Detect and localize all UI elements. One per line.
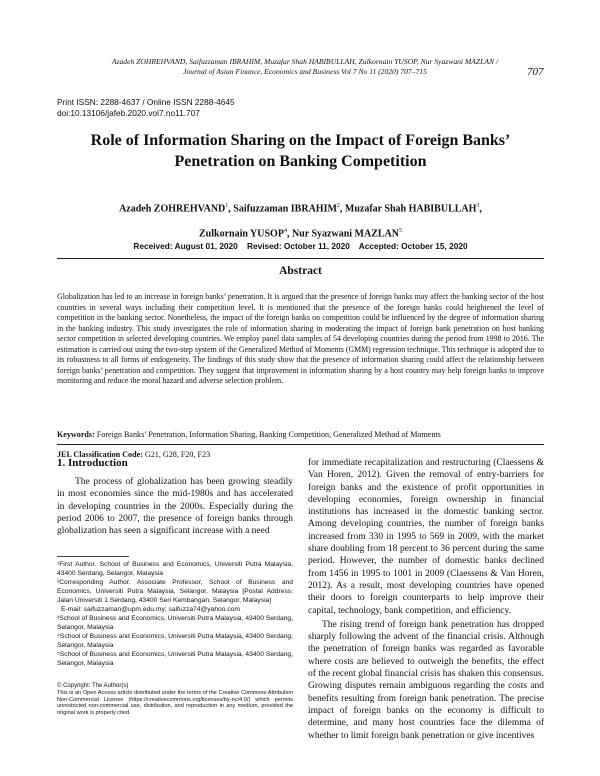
author-affiliation-mark: 3: [476, 203, 480, 209]
footnote-divider: [57, 556, 129, 557]
author-affiliation-mark: 2: [336, 203, 340, 209]
abstract-heading: Abstract: [279, 265, 322, 277]
footnote-3: ³School of Business and Economics, Universiti Putra Malaysia, 43400 Serdang, Selangor, Malaysia: [57, 615, 293, 631]
footnote-2: ²Corresponding Author. Associate Professor, School of Business and Economics, Universiti Putra Malaysia, Selangor, Malaysia [Postal Address: Jalan Universiti 1 Serdang, 43400 Seri Kembangan, Selangor, Malaysia]: [57, 579, 293, 604]
intro-paragraph-left: The process of globalization has been growing steadily in most economies since the mid-1980s and has accelerated in developing countries in the 2000s. Especially during the period 2006 to 2007, the presence of foreign banks through globalization has seen a significant increase with a need: [57, 477, 293, 537]
page-number: 707: [527, 66, 544, 78]
intro-paragraph-right-1: for immediate recapitalization and restructuring (Claessens & Van Horen, 2012). Given the removal of entry-barriers for foreign banks and the existence of profit opportunities in developing economies, foreign ownership in financial institutions has increased in the domestic banking sector. Among developing countries, the number of foreign banks increased from 330 in 1995 to 569 in 2009, with the market share doubling from 18 percent to 36 percent during the same period. However, the number of domestic banks declined from 1456 in 1995 to 1001 in 2009 (Claessens & Van Horen, 2012). As a result, most developing countries have opened their doors to foreign counterparts to help improve their capital, technology, bank competition, and efficiency.: [308, 458, 544, 616]
abstract-text: Globalization has led to an increase in foreign banks’ penetration. It is argued that the presence of foreign banks may affect the banking sector of the host countries in several ways including their competition level. It is mentioned that the presence of the foreign banks could heightened the level of competition in the banking sector. Nonetheless, the impact of the foreign banks on competition could be influenced by the degree of information sharing in the banking industry. This study investigates the role of information sharing in moderating the impact of foreign bank penetration on host banking sector competition in selected developing countries. We employ panel data samples of 54 developing countries during the period from 1998 to 2016. The estimation is carried out using the two-step system of the Generalized Method of Moments (GMM) regression technique. This technique is adopted due to its robustness to all forms of endogeneity. The findings of this study show that the presence of information sharing could affect the relationship between foreign banks’ penetration and competition. They suggest that improvement in information sharing by a host country may help foreign banks to improve monitoring and reduce the moral hazard and adverse selection problem.: [57, 292, 544, 385]
keywords: [57, 430, 544, 439]
footnotes: [57, 560, 293, 668]
license-text: This is an Open Access article distributed under the terms of the Creative Commons Attribution Non-Commercial License (https://creativecommons.org/licenses/by-nc/4.0/) which permits unrestricted non-commercial use, distribution, and reproduction in any medium, provided the original work is properly cited.: [57, 690, 293, 716]
footnote-2-email: E-mail: saifuzzaman@upm.edu.my; saifuzza74@yahoo.com: [61, 606, 240, 613]
author-separator: ,: [479, 203, 482, 215]
footnote-5: ⁵School of Business and Economics, Universiti Putra Malaysia, 43400 Serdang, Selangor, Malaysia: [57, 651, 293, 667]
jel-text: G21, G28, F20, F23: [142, 450, 211, 459]
intro-column-right: [308, 457, 544, 742]
author-name: Nur Syazwani MAZLAN: [291, 228, 399, 240]
doi-line: doi:10.13106/jafeb.2020.vol7.no11.707: [57, 108, 200, 118]
author-affiliation-mark: 4: [283, 228, 287, 235]
divider-top: [57, 258, 544, 259]
section-heading-introduction: 1. Introduction: [57, 457, 128, 469]
copyright-line: © Copyright: The Author(s): [57, 683, 129, 689]
author-line-1: [57, 195, 544, 220]
divider-bottom: [57, 444, 544, 445]
copyright-notice: [57, 682, 293, 716]
issn-block: [57, 97, 235, 119]
intro-paragraph-right-2: The rising trend of foreign bank penetration has dropped sharply following the advent of the financial crisis. Although the penetration of foreign banks was regarded as favorable where costs are believed to outweigh the benefits, the effect of the recent global financial crisis has shaken this consensus. Growing disputes remain ambiguous regarding the costs and benefits resulting from foreign bank penetration. The precise impact of foreign banks on the economy is difficult to determine, and many host countries face the dilemma of whether to limit foreign bank penetration or give incentives: [308, 619, 544, 741]
author-separator: ,: [228, 203, 234, 215]
author-affiliation-mark: 5: [398, 228, 402, 235]
running-header: [60, 57, 550, 77]
keywords-text: Foreign Banks’ Penetration, Information Sharing, Banking Competition, Generalized Method of Moments: [94, 430, 441, 439]
submission-dates: Received: August 01, 2020 Revised: October 11, 2020 Accepted: October 15, 2020: [133, 241, 468, 251]
footnote-1: ¹First Author. School of Business and Economics, Universiti Putra Malaysia, 43400 Serdang, Selangor, Malaysia: [57, 561, 293, 577]
running-authors: Azadeh ZOHREHVAND, Saifuzzaman IBRAHIM, Muzafar Shah HABIBULLAH, Zulkornain YUSOP, Nur Syazwani MAZLAN /: [111, 57, 499, 66]
footnote-4: ⁴School of Business and Economics, Universiti Putra Malaysia, 43400 Serdang, Selangor, Malaysia: [57, 633, 293, 649]
author-name: Muzafar Shah HABIBULLAH: [344, 203, 477, 215]
author-separator: ,: [286, 228, 292, 240]
keywords-label: Keywords:: [57, 430, 95, 439]
author-name: Saifuzzaman IBRAHIM: [233, 203, 337, 215]
author-list: [57, 195, 544, 246]
author-name: Zulkornain YUSOP: [199, 228, 284, 240]
author-separator: ,: [339, 203, 345, 215]
paper-title: [57, 130, 544, 172]
author-affiliation-mark: 1: [225, 203, 229, 209]
author-name: Azadeh ZOHREHVAND: [119, 203, 226, 215]
jel-label: JEL Classification Code:: [57, 450, 143, 459]
title-line-2: Penetration on Banking Competition: [174, 153, 427, 170]
title-line-1: Role of Information Sharing on the Impact of Foreign Banks’: [90, 132, 511, 149]
issn-line: Print ISSN: 2288-4637 / Online ISSN 2288-4645: [57, 97, 235, 107]
running-journal: Journal of Asian Finance, Economics and Business Vol 7 No 11 (2020) 707–715: [183, 67, 427, 76]
